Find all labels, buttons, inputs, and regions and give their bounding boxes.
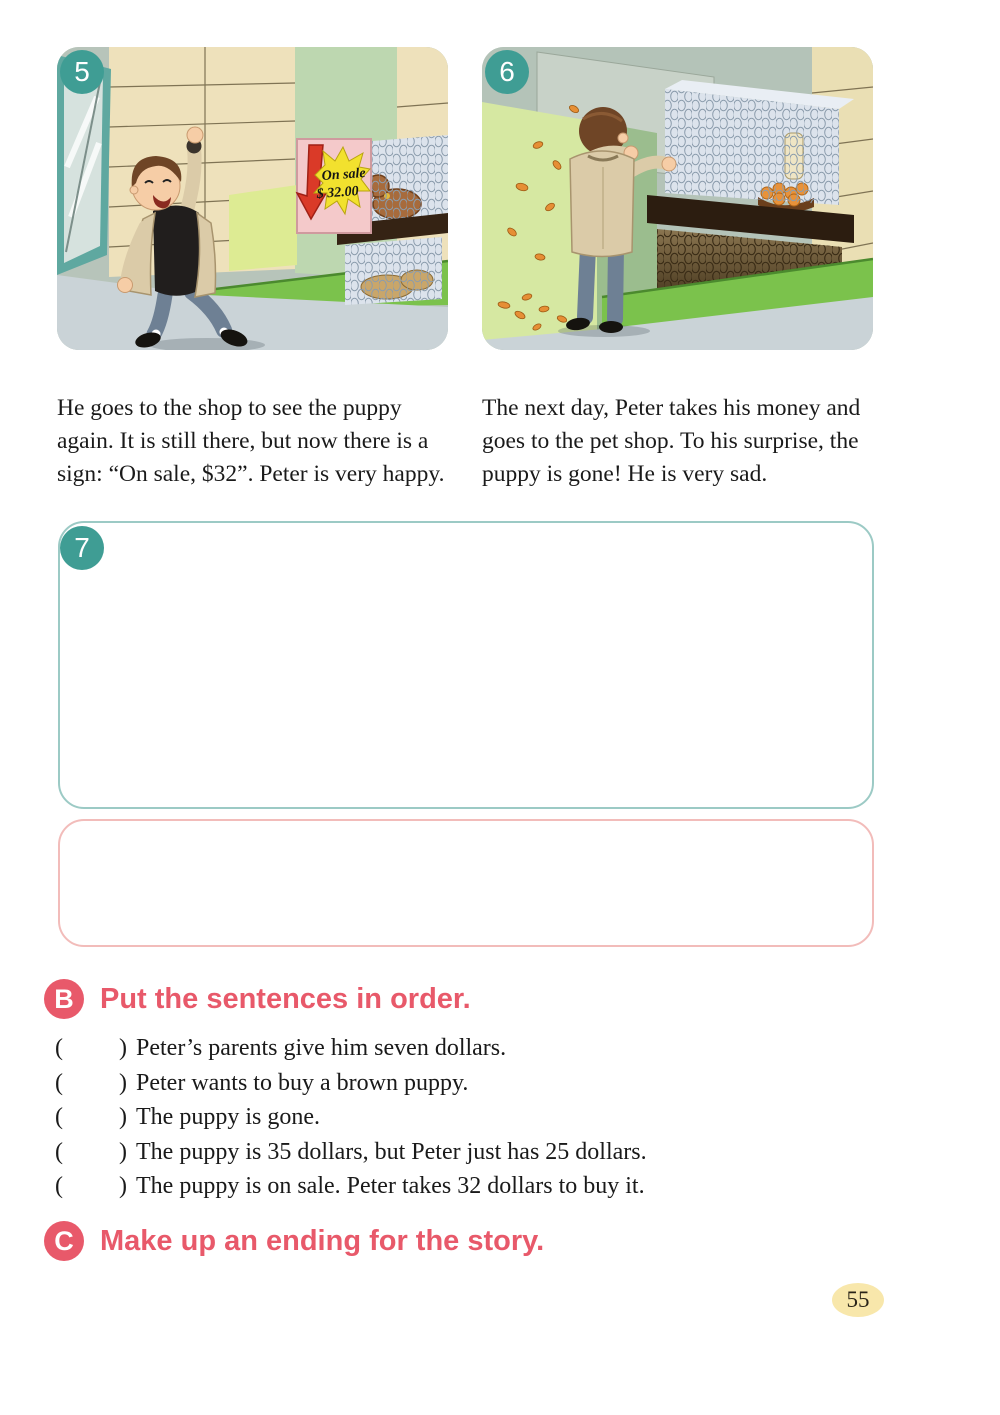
panel-number-badge: 7 [60,526,104,570]
lit-sign-glow [229,185,297,271]
story-panel-7-empty-frame [58,521,874,809]
sale-sign [297,139,371,233]
panel6-caption: The next day, Peter takes his money and goes to the pet shop. To his surprise, the puppy is gone! He is very sad. [482,394,861,487]
page-number-badge: 55 [832,1283,884,1317]
writing-answer-box [58,819,874,947]
list-item: ( ) Peter wants to buy a brown puppy. [55,1066,875,1101]
panel-number-badge: 6 [485,50,529,94]
answer-blank: ( [55,1035,63,1061]
panel-number-badge: 5 [60,50,104,94]
sentence-text: The puppy is on sale. Peter takes 32 dollars to buy it. [136,1173,645,1199]
list-item: ( ) The puppy is 35 dollars, but Peter just has 25 dollars. [55,1135,875,1170]
answer-blank: ( [55,1104,63,1130]
panel5-illustration [57,47,448,350]
story-panel-5 [57,47,448,350]
section-b-title: Put the sentences in order. [100,982,471,1015]
panel6-illustration [482,47,873,350]
sentence-text: The puppy is 35 dollars, but Peter just has 25 dollars. [136,1138,647,1165]
section-c-title: Make up an ending for the story. [100,1224,545,1257]
list-item: ( ) The puppy is gone. [55,1100,875,1135]
answer-blank: ( [55,1069,63,1096]
section-c-badge: C [44,1221,84,1261]
section-b-badge: B [44,979,84,1019]
sentence-text: Peter’s parents give him seven dollars. [136,1035,507,1061]
sentence-text: The puppy is gone. [136,1104,320,1130]
list-item: ( ) The puppy is on sale. Peter takes 32 dollars to buy it. [55,1169,875,1204]
sale-sign-line1: On sale [321,165,367,184]
section-c-header [44,1221,544,1261]
sentence-order-list [55,1031,875,1204]
list-item: ( ) Peter’s parents give him seven dollars. [55,1031,875,1066]
panel5-caption: He goes to the shop to see the puppy again. It is still there, but now there is a sign: “On sale, $32”. Peter is very happy. [57,394,445,487]
sentence-text: Peter wants to buy a brown puppy. [136,1069,469,1096]
section-b-header [44,979,471,1019]
answer-blank: ( [55,1138,63,1165]
answer-blank: ( [55,1173,63,1199]
story-panel-6 [482,47,873,350]
sale-sign-line2: $ 32.00 [316,184,360,202]
